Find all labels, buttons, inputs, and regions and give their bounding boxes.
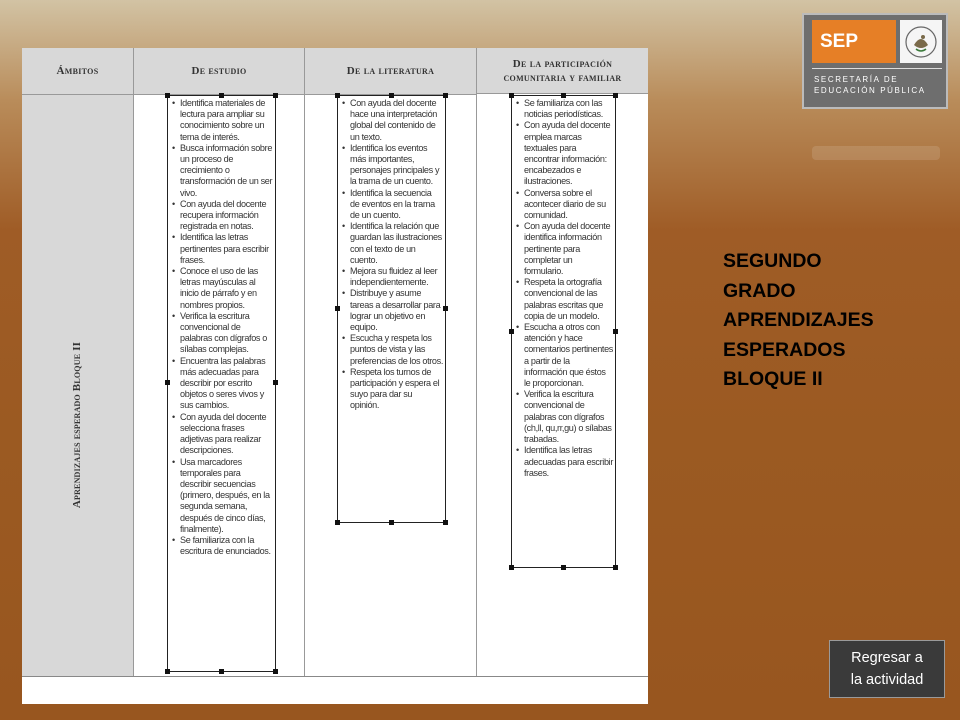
participacion-textbox[interactable] <box>511 95 616 568</box>
heading-line: SEGUNDO <box>723 250 822 272</box>
list-item: • Escucha y respeta los puntos de vista y las preferencias de los otros. <box>350 333 443 367</box>
list-item: • Identifica la secuencia de eventos en la trama de un cuento. <box>350 188 443 222</box>
list-item: • Identifica los eventos más importantes, personajes principales y la trama de un cuento. <box>350 143 443 188</box>
resize-handle[interactable] <box>443 520 448 525</box>
list-item: • Con ayuda del docente recupera información registrada en notas. <box>180 199 273 233</box>
resize-handle[interactable] <box>165 93 170 98</box>
divider <box>133 48 134 676</box>
list-item: • Identifica las letras adecuadas para escribir frases. <box>524 445 613 479</box>
resize-handle[interactable] <box>613 93 618 98</box>
list-item: • Distribuye y asume tareas a desarrollar para lograr un objetivo en equipo. <box>350 288 443 333</box>
resize-handle[interactable] <box>561 93 566 98</box>
slide-heading <box>723 247 874 395</box>
list-item: • Con ayuda del docente hace una interpretación global del contenido de un texto. <box>350 98 443 143</box>
header-estudio: De estudio <box>134 48 304 95</box>
logo-line-1: SECRETARÍA DE <box>814 75 899 84</box>
list-item: • Busca información sobre un proceso de crecimiento o transformación de un ser vivo. <box>180 143 273 199</box>
participacion-list <box>512 96 615 479</box>
resize-handle[interactable] <box>219 669 224 674</box>
ambitos-column <box>22 95 133 676</box>
back-button-line-1: Regresar a <box>851 650 923 666</box>
header-participacion: De la participación comunitaria y familiar <box>477 48 648 94</box>
resize-handle[interactable] <box>335 520 340 525</box>
header-ambitos: Ámbitos <box>22 48 133 95</box>
logo-text <box>814 74 944 96</box>
back-button-line-2: la actividad <box>850 672 924 688</box>
list-item: • Respeta los turnos de participación y espera el suyo para dar su opinión. <box>350 367 443 412</box>
curriculum-table <box>22 48 648 704</box>
resize-handle[interactable] <box>389 93 394 98</box>
literatura-textbox[interactable] <box>337 95 446 523</box>
heading-line: APRENDIZAJES <box>723 309 874 331</box>
heading-line: ESPERADOS <box>723 338 846 361</box>
resize-handle[interactable] <box>273 93 278 98</box>
list-item: • Identifica la relación que guardan las ilustraciones con el texto de un cuento. <box>350 221 443 266</box>
resize-handle[interactable] <box>389 520 394 525</box>
resize-handle[interactable] <box>509 565 514 570</box>
resize-handle[interactable] <box>561 565 566 570</box>
list-item: • Encuentra las palabras más adecuadas para describir por escrito objetos o seres vivos y sus cambios. <box>180 356 273 412</box>
estudio-list <box>168 96 275 557</box>
table-body <box>22 48 648 677</box>
literatura-list <box>338 96 445 412</box>
resize-handle[interactable] <box>443 306 448 311</box>
resize-handle[interactable] <box>613 565 618 570</box>
list-item: • Conversa sobre el acontecer diario de su comunidad. <box>524 188 613 222</box>
resize-handle[interactable] <box>273 380 278 385</box>
resize-handle[interactable] <box>219 93 224 98</box>
list-item: • Mejora su fluidez al leer independientemente. <box>350 266 443 288</box>
divider <box>476 48 477 676</box>
estudio-textbox[interactable] <box>167 95 276 672</box>
list-item: • Identifica materiales de lectura para ampliar su conocimiento sobre un tema de interés. <box>180 98 273 143</box>
resize-handle[interactable] <box>335 306 340 311</box>
resize-handle[interactable] <box>335 93 340 98</box>
row-label: Aprendizajes esperado Bloque II <box>71 341 83 509</box>
list-item: • Con ayuda del docente selecciona frases adjetivas para realizar descripciones. <box>180 412 273 457</box>
resize-handle[interactable] <box>509 329 514 334</box>
resize-handle[interactable] <box>273 669 278 674</box>
resize-handle[interactable] <box>165 669 170 674</box>
list-item: • Usa marcadores temporales para describir secuencias (primero, después, en la segunda semana, después de cinco días, finalmente). <box>180 457 273 535</box>
list-item: • Conoce el uso de las letras mayúsculas al inicio de párrafo y en nombres propios. <box>180 266 273 311</box>
logo-line-2: EDUCACIÓN PÚBLICA <box>814 86 926 95</box>
list-item: • Se familiariza con las noticias periodísticas. <box>524 98 613 120</box>
sep-brand: SEP <box>812 20 896 63</box>
resize-handle[interactable] <box>509 93 514 98</box>
list-item: • Se familiariza con la escritura de enunciados. <box>180 535 273 557</box>
back-to-activity-button[interactable] <box>829 640 945 698</box>
list-item: • Verifica la escritura convencional de palabras con dígrafos (ch,ll, qu,rr,gu) o sílabas trabadas. <box>524 389 613 445</box>
mexican-coat-of-arms-icon <box>900 20 942 63</box>
divider <box>304 48 305 676</box>
heading-line: GRADO <box>723 279 796 302</box>
header-literatura: De la literatura <box>305 48 476 95</box>
list-item: • Con ayuda del docente emplea marcas textuales para encontrar información: encabezados e ilustraciones. <box>524 120 613 187</box>
decorative-bar <box>812 146 940 160</box>
list-item: • Identifica las letras pertinentes para escribir frases. <box>180 232 273 266</box>
resize-handle[interactable] <box>613 329 618 334</box>
resize-handle[interactable] <box>165 380 170 385</box>
sep-logo <box>802 13 948 109</box>
heading-line: BLOQUE II <box>723 368 823 390</box>
list-item: • Escucha a otros con atención y hace comentarios pertinentes a partir de la información que éstos le proporcionan. <box>524 322 613 389</box>
list-item: • Verifica la escritura convencional de palabras con dígrafos o sílabas complejas. <box>180 311 273 356</box>
resize-handle[interactable] <box>443 93 448 98</box>
list-item: • Respeta la ortografía convencional de las palabras escritas que copia de un modelo. <box>524 277 613 322</box>
logo-divider <box>812 68 942 69</box>
list-item: • Con ayuda del docente identifica información pertinente para completar un formulario. <box>524 221 613 277</box>
